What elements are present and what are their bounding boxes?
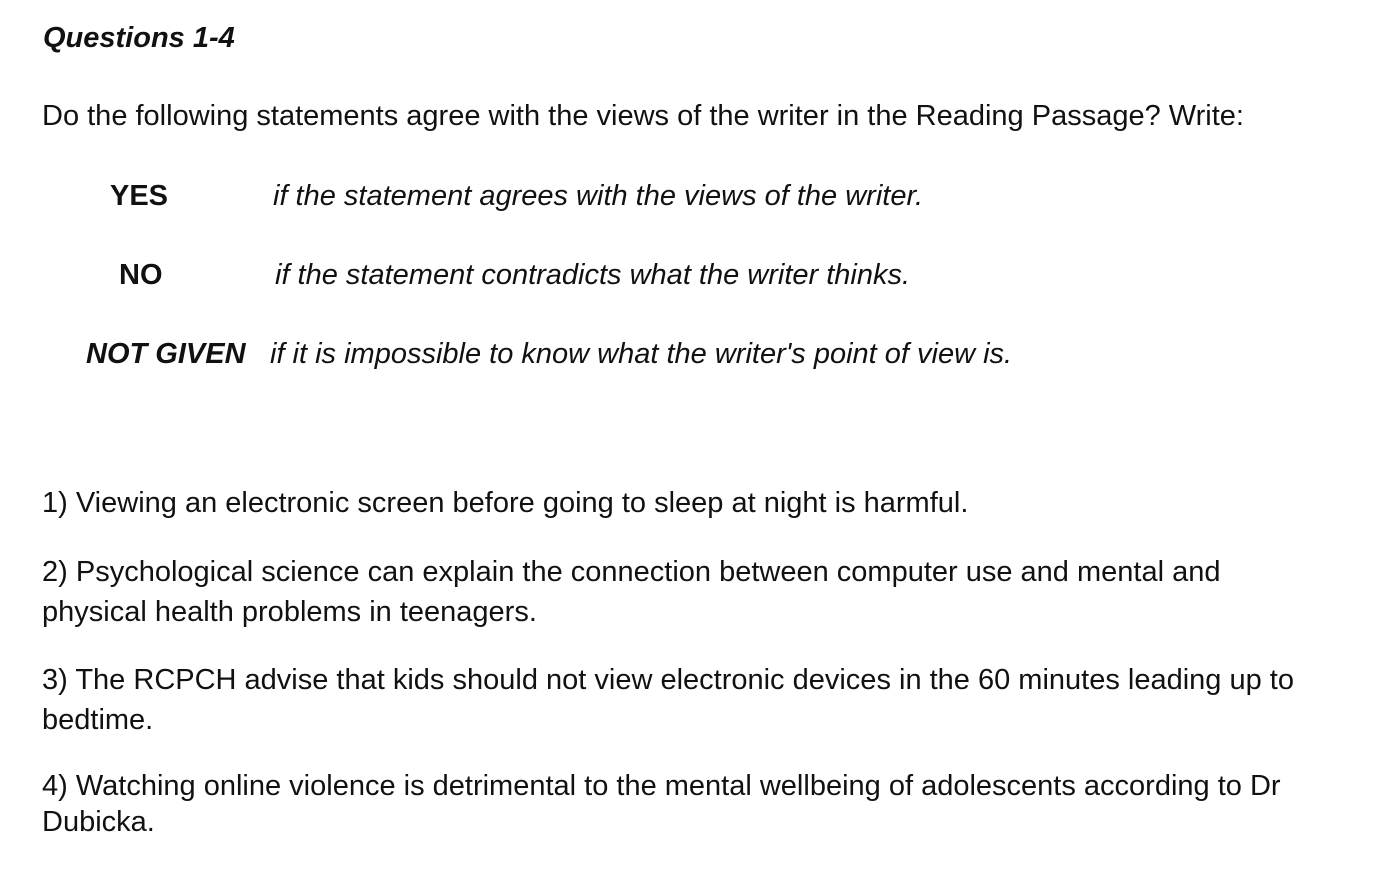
- key-term-not-given: NOT GIVEN: [86, 338, 246, 370]
- question-number: 2): [42, 556, 68, 588]
- question-item: [42, 768, 1322, 840]
- questions-heading: Questions 1-4: [43, 22, 235, 54]
- question-number: 1): [42, 487, 68, 519]
- key-description-yes: if the statement agrees with the views of the writer.: [273, 180, 924, 212]
- key-description-no: if the statement contradicts what the writer thinks.: [275, 259, 911, 291]
- key-term-no: NO: [119, 259, 163, 291]
- question-text: Viewing an electronic screen before going to sleep at night is harmful.: [75, 487, 969, 519]
- question-text: Watching online violence is detrimental to the mental wellbeing of adolescents according to Dr Dubicka.: [42, 770, 1281, 838]
- question-number: 3): [42, 664, 68, 696]
- question-item: [42, 552, 1292, 632]
- instruction-text: Do the following statements agree with the views of the writer in the Reading Passage? Write:: [42, 100, 1244, 132]
- question-item: [42, 483, 1342, 523]
- key-description-not-given: if it is impossible to know what the writer's point of view is.: [270, 338, 1013, 370]
- question-text: Psychological science can explain the connection between computer use and mental and physical health problems in teenagers.: [42, 556, 1221, 628]
- key-term-yes: YES: [110, 180, 169, 212]
- question-number: 4): [42, 770, 68, 802]
- question-item: [42, 660, 1337, 740]
- question-text: The RCPCH advise that kids should not view electronic devices in the 60 minutes leading up to bedtime.: [42, 664, 1294, 736]
